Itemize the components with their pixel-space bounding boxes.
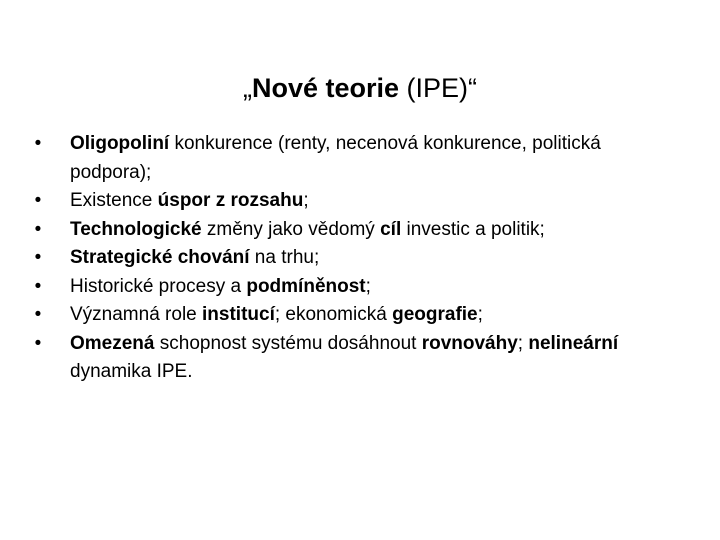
bullet-text: schopnost systému dosáhnout [154, 332, 422, 354]
bullet-bold-text: Oligopoliní [70, 133, 170, 154]
bullet-bold-text: cíl [380, 218, 402, 240]
bullet-dot: • [34, 275, 42, 297]
bullet-item [30, 273, 680, 302]
bullet-text: ; [365, 275, 371, 297]
bullet-dot: • [34, 247, 42, 268]
bullet-text: dynamika IPE. [70, 361, 193, 382]
bullet-bold-text: nelineární [528, 332, 619, 354]
slide-title [0, 70, 720, 106]
bullet-bold-text: geografie [392, 304, 478, 325]
bullet-bold-text: úspor z rozsahu [157, 190, 304, 211]
bullet-dot: • [34, 133, 42, 154]
bullet-text: ; [477, 304, 483, 325]
bullet-text: ; ekonomická [274, 304, 393, 325]
bullet-bold-text: Strategické chování [70, 247, 250, 268]
bullet-dot: • [34, 304, 42, 325]
bullet-text: na trhu; [249, 247, 320, 268]
bullet-text: Významná role [70, 304, 203, 325]
bullet-dot: • [34, 218, 42, 240]
bullet-item [30, 130, 680, 187]
bullet-item [30, 187, 680, 216]
bullet-item [30, 216, 680, 245]
title-bold-text: Nové teorie [251, 73, 400, 103]
bullet-bold-text: institucí [202, 304, 275, 325]
bullet-text: konkurence (renty, necenová konkurence, politická podpora); [70, 133, 601, 183]
bullet-bold-text: rovnováhy [421, 332, 518, 354]
bullet-bold-text: Omezená [70, 332, 155, 354]
bullet-dot: • [34, 332, 42, 354]
bullet-text: Existence [70, 190, 158, 211]
bullet-dot: • [34, 190, 42, 211]
bullet-list [30, 130, 680, 387]
bullet-bold-text: Technologické [70, 218, 202, 240]
bullet-bold-text: podmíněnost [246, 275, 366, 297]
bullet-item [30, 301, 680, 330]
bullet-item [30, 244, 680, 273]
title-open-quote: „ [242, 73, 252, 103]
bullet-text: Historické procesy a [70, 275, 247, 297]
title-rest-text: (IPE)“ [399, 73, 478, 103]
bullet-text: ; [517, 332, 529, 354]
bullet-text: ; [303, 190, 309, 211]
bullet-text: investic a politik; [401, 218, 545, 240]
bullet-text: změny jako vědomý [201, 218, 381, 240]
bullet-item [30, 330, 680, 387]
